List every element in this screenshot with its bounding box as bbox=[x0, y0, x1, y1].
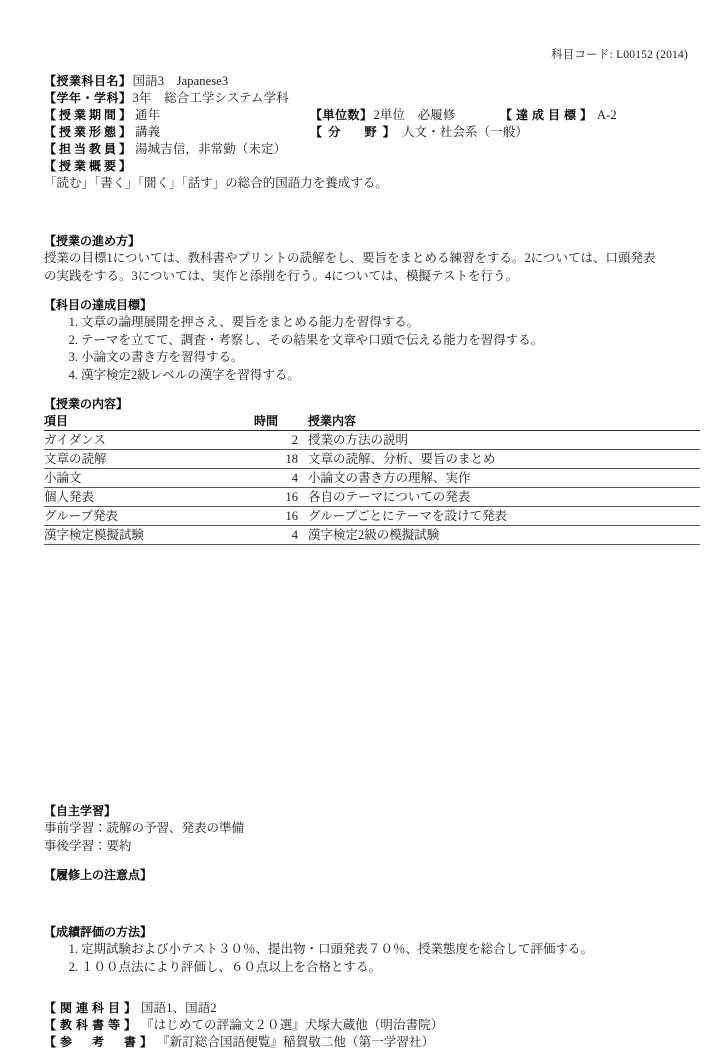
contents-table bbox=[44, 413, 700, 545]
info-row-textbook bbox=[44, 1017, 690, 1034]
document-body bbox=[44, 46, 690, 1051]
cell-description: グループごとにテーマを設けて発表 bbox=[298, 507, 700, 526]
period-value: 通年 bbox=[135, 108, 161, 122]
info-row-teacher bbox=[44, 141, 690, 158]
selfstudy-line-1: 事前学習：読解の予習、発表の準備 bbox=[44, 821, 245, 835]
section-method bbox=[44, 233, 690, 285]
info-row-related bbox=[44, 1000, 690, 1017]
related-value: 国語1、国語2 bbox=[141, 1001, 217, 1015]
textbook-label: 【教科書等】 bbox=[44, 1018, 141, 1032]
list-item bbox=[44, 332, 690, 350]
grade-dept-label: 【学年・学科】 bbox=[44, 91, 132, 105]
contents-heading: 【授業の内容】 bbox=[44, 397, 129, 411]
notes-heading: 【履修上の注意点】 bbox=[44, 868, 153, 882]
selfstudy-heading: 【自主学習】 bbox=[44, 804, 117, 818]
cell-description: 各自のテーマについての発表 bbox=[298, 488, 700, 507]
objective-text: 漢字検定2級レベルの漢字を習得する。 bbox=[81, 367, 300, 382]
cell-description: 漢字検定2級の模擬試験 bbox=[298, 526, 700, 545]
section-contents bbox=[44, 396, 690, 545]
objective-number: 3. bbox=[68, 350, 78, 364]
grading-heading: 【成績評価の方法】 bbox=[44, 925, 153, 939]
objective-text: 小論文の書き方を習得する。 bbox=[81, 350, 244, 364]
table-row bbox=[44, 488, 700, 507]
goal-value: A-2 bbox=[597, 108, 617, 122]
textbook-value: 『はじめての評論文２０選』犬塚大蔵他（明治書院） bbox=[141, 1018, 444, 1032]
reference-value: 『新訂総合国語便覧』稲賀敬二他（第一学習社） bbox=[157, 1035, 435, 1049]
credits-value: 2単位 必履修 bbox=[373, 108, 456, 122]
table-row bbox=[44, 526, 700, 545]
objective-number: 4. bbox=[68, 367, 78, 382]
column-header-hours: 時間 bbox=[254, 413, 298, 431]
cell-item: 個人発表 bbox=[44, 488, 254, 507]
selfstudy-line-2: 事後学習：要約 bbox=[44, 838, 132, 853]
section-grading bbox=[44, 924, 690, 976]
field-label: 【分 野】 bbox=[310, 125, 402, 139]
format-label: 【授業形態】 bbox=[44, 125, 135, 139]
grade-dept-value: 3年 総合工学システム学科 bbox=[132, 91, 289, 105]
cell-hours: 16 bbox=[254, 507, 298, 526]
list-item bbox=[44, 959, 690, 977]
outline-value: 「読む」「書く」「聞く」「話す」の総合的国語力を養成する。 bbox=[44, 176, 388, 190]
method-heading: 【授業の進め方】 bbox=[44, 234, 141, 248]
table-row bbox=[44, 469, 700, 488]
period-label: 【授業期間】 bbox=[44, 108, 135, 122]
list-item bbox=[44, 367, 690, 385]
objectives-heading: 【科目の達成目標】 bbox=[44, 298, 153, 312]
info-row-reference bbox=[44, 1034, 690, 1051]
info-row-period-credits-goal bbox=[44, 107, 690, 124]
table-row bbox=[44, 431, 700, 450]
method-line-2: の実践をする。3については、実作と添削を行う。4については、模擬テストを行う。 bbox=[44, 268, 519, 283]
list-item bbox=[44, 941, 690, 959]
objective-text: テーマを立てて、調査・考察し、その結果を文章や口頭で伝える能力を習得する。 bbox=[81, 332, 544, 347]
objective-text: 文章の論理展開を押さえ、要旨をまとめる能力を習得する。 bbox=[81, 315, 420, 329]
cell-description: 小論文の書き方の理解、実作 bbox=[298, 469, 700, 488]
table-header-row bbox=[44, 413, 700, 431]
outline-label: 【授業概要】 bbox=[44, 159, 135, 173]
cell-hours: 16 bbox=[254, 488, 298, 507]
section-notes bbox=[44, 867, 690, 884]
list-item bbox=[44, 314, 690, 332]
cell-item: 小論文 bbox=[44, 469, 254, 488]
method-line-1: 授業の目標1については、教科書やプリントの読解をし、要旨をまとめる練習をする。2については、口頭発表 bbox=[44, 251, 656, 265]
cell-hours: 4 bbox=[254, 469, 298, 488]
grading-number: 2. bbox=[68, 959, 78, 974]
info-row-format-field bbox=[44, 124, 690, 141]
cell-item: グループ発表 bbox=[44, 507, 254, 526]
cell-description: 授業の方法の説明 bbox=[298, 431, 700, 450]
teacher-value: 湯城吉信，非常勤（未定） bbox=[135, 142, 287, 156]
grading-text: 定期試験および小テスト３０％、提出物・口頭発表７０％、授業態度を総合して評価する。 bbox=[81, 942, 594, 956]
subject-label: 【授業科目名】 bbox=[44, 74, 132, 88]
cell-item: ガイダンス bbox=[44, 431, 254, 450]
subject-value: 国語3 Japanese3 bbox=[132, 74, 229, 88]
cell-description: 文章の読解、分析、要旨のまとめ bbox=[298, 450, 700, 469]
goal-label: 【達成目標】 bbox=[500, 108, 597, 122]
info-row-subject bbox=[44, 73, 690, 90]
grading-text: １００点法により評価し、６０点以上を合格とする。 bbox=[81, 959, 382, 974]
cell-hours: 18 bbox=[254, 450, 298, 469]
course-info-block bbox=[44, 73, 690, 192]
table-row bbox=[44, 507, 700, 526]
teacher-label: 【担当教員】 bbox=[44, 142, 135, 156]
section-objectives bbox=[44, 297, 690, 384]
course-code: 科目コード: L00152 (2014) bbox=[551, 49, 688, 61]
format-value: 講義 bbox=[135, 125, 161, 139]
credits-label: 【単位数】 bbox=[310, 108, 373, 122]
info-row-outline-label bbox=[44, 158, 690, 175]
method-body bbox=[44, 250, 690, 285]
cell-hours: 4 bbox=[254, 526, 298, 545]
reference-label: 【参 考 書】 bbox=[44, 1035, 157, 1049]
objective-number: 2. bbox=[68, 332, 78, 347]
cell-item: 漢字検定模擬試験 bbox=[44, 526, 254, 545]
field-value: 人文・社会系（一般） bbox=[402, 125, 529, 139]
section-selfstudy bbox=[44, 803, 690, 855]
info-row-grade-dept bbox=[44, 90, 690, 107]
column-header-item: 項目 bbox=[44, 413, 254, 431]
grading-number: 1. bbox=[68, 942, 78, 956]
section-references bbox=[44, 1000, 690, 1051]
objective-number: 1. bbox=[68, 315, 78, 329]
cell-hours: 2 bbox=[254, 431, 298, 450]
grading-list bbox=[44, 941, 690, 976]
table-row bbox=[44, 450, 700, 469]
column-header-description: 授業内容 bbox=[298, 413, 700, 431]
cell-item: 文章の読解 bbox=[44, 450, 254, 469]
list-item bbox=[44, 349, 690, 367]
selfstudy-body bbox=[44, 820, 690, 855]
related-label: 【関連科目】 bbox=[44, 1001, 141, 1015]
objectives-list bbox=[44, 314, 690, 384]
